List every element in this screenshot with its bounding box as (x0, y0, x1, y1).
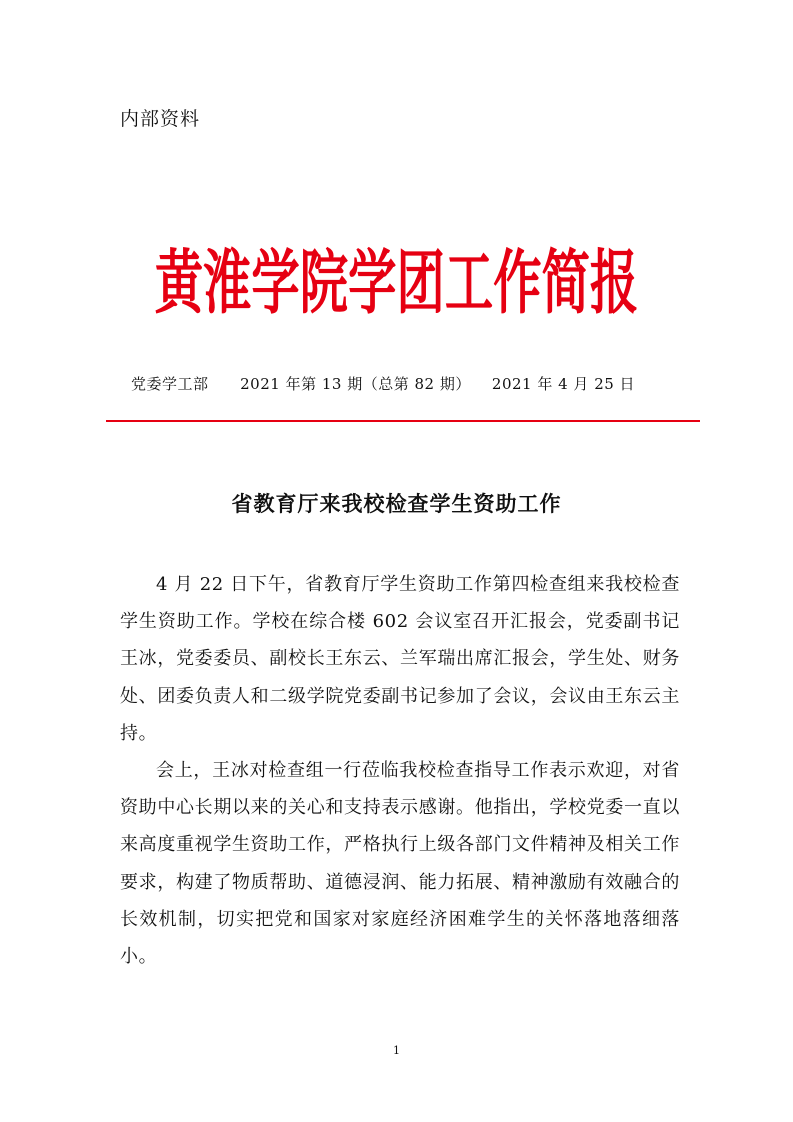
article-title: 省教育厅来我校检查学生资助工作 (231, 491, 562, 516)
masthead-divider (106, 420, 700, 422)
confidential-label: 内部资料 (120, 108, 201, 130)
article-paragraph: 会上，王冰对检查组一行莅临我校检查指导工作表示欢迎，对省资助中心长期以来的关心和支持表示感谢。他指出，学校党委一直以来高度重视学生资助工作，严格执行上级各部门文件精神及相关工作要求，构建了物质帮助、道德浸润、能力拓展、精神激励有效融合的长效机制，切实把党和国家对家庭经济困难学生的关怀落地落细落小。 (120, 760, 680, 968)
article-body (120, 566, 680, 975)
page-number: 1 (393, 1044, 400, 1057)
issue-date: 2021 年 4 月 25 日 (491, 375, 636, 393)
issue-number: 2021 年第 13 期（总第 82 期） (240, 375, 471, 393)
issue-department: 党委学工部 (131, 375, 209, 393)
masthead-title: 黄淮学院学团工作简报 (154, 241, 639, 324)
article-paragraph: 4 月 22 日下午，省教育厅学生资助工作第四检查组来我校检查学生资助工作。学校在综合楼 602 会议室召开汇报会，党委副书记王冰，党委委员、副校长王东云、兰军瑞出席汇报会，学生处、财务处、团委负责人和二级学院党委副书记参加了会议，会议由王东云主持。 (120, 574, 680, 744)
issue-info-line (131, 373, 635, 394)
